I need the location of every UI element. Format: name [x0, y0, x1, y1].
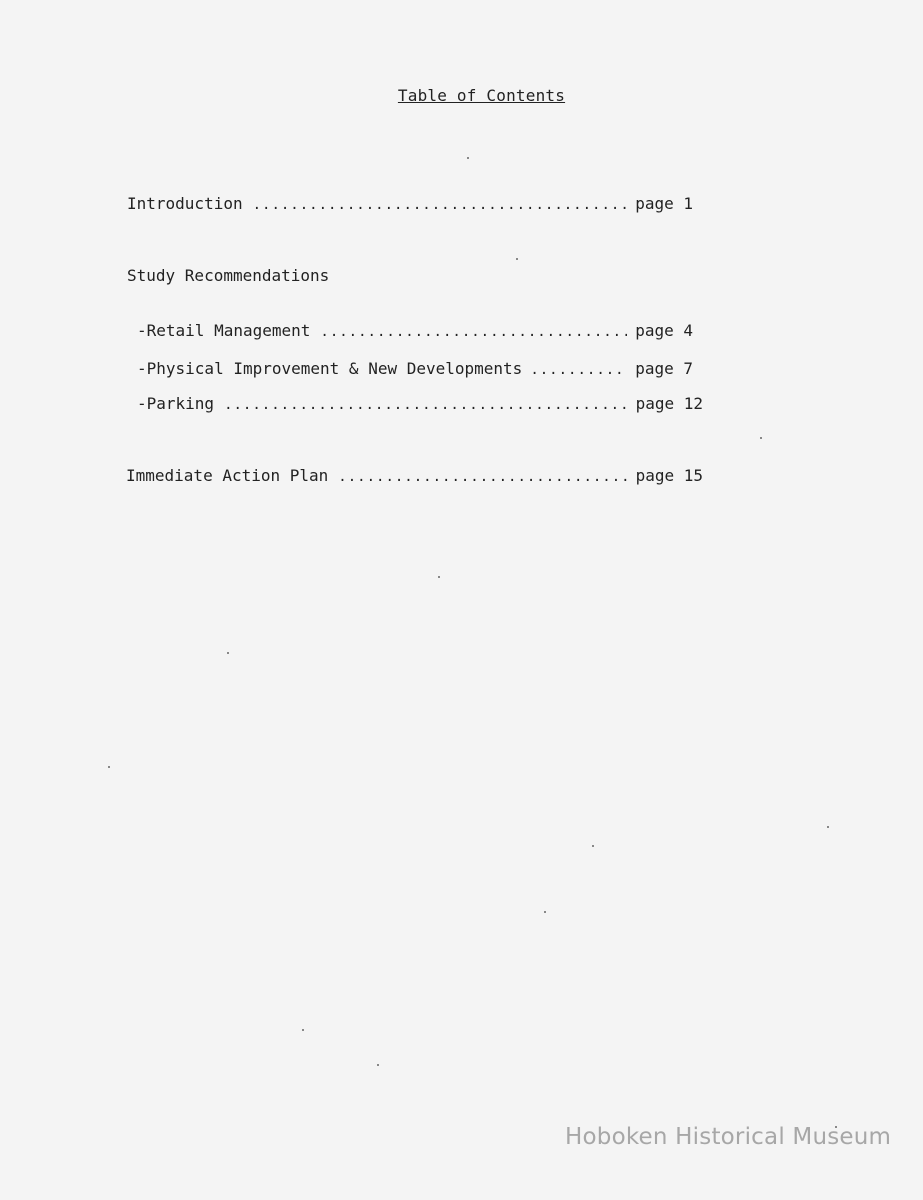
page-title: Table of Contents	[397, 86, 566, 105]
toc-entry-retail-management	[137, 321, 693, 340]
toc-entry-page: page 15	[635, 466, 703, 485]
toc-entry-page: page 1	[635, 194, 693, 213]
scan-speck	[227, 652, 229, 654]
toc-entry-page: page 4	[635, 321, 693, 340]
toc-leader-dots	[338, 469, 627, 485]
toc-entry-physical-improvement	[137, 359, 693, 378]
toc-entry-label: Immediate Action Plan	[126, 466, 329, 485]
toc-leader-dots	[530, 362, 627, 378]
scan-speck	[827, 826, 829, 828]
toc-entry-label: -Parking	[137, 394, 215, 413]
scan-speck	[516, 258, 518, 260]
toc-entry-introduction	[127, 194, 693, 213]
toc-entry-immediate-action-plan	[126, 466, 703, 485]
scan-speck	[592, 845, 594, 847]
section-heading-study-recommendations: Study Recommendations	[127, 266, 330, 285]
toc-entry-label: -Physical Improvement & New Developments	[137, 359, 523, 378]
scan-speck	[108, 766, 110, 768]
toc-leader-dots	[253, 197, 628, 213]
toc-entry-parking	[137, 394, 703, 413]
scan-speck	[760, 437, 762, 439]
toc-leader-dots	[320, 324, 627, 340]
toc-entry-label: -Retail Management	[137, 321, 311, 340]
toc-leader-dots	[224, 397, 628, 413]
scan-speck	[438, 576, 440, 578]
scan-speck	[377, 1064, 379, 1066]
scan-speck	[467, 157, 469, 159]
scan-speck	[302, 1029, 304, 1031]
watermark-text: Hoboken Historical Museum	[565, 1124, 892, 1150]
toc-entry-label: Introduction	[127, 194, 243, 213]
toc-entry-page: page 12	[635, 394, 703, 413]
toc-entry-page: page 7	[635, 359, 693, 378]
scan-speck	[544, 911, 546, 913]
